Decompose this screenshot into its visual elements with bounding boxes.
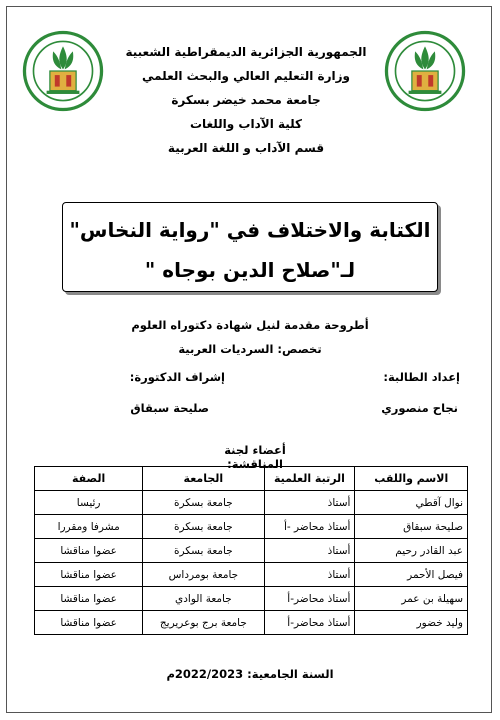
university-name: جامعة محمد خيضر بسكرة bbox=[171, 93, 321, 107]
header-role: الصفة bbox=[35, 467, 143, 491]
member-name: نوال آقطي bbox=[355, 491, 468, 515]
member-rank: أستاذ محاضر-أ bbox=[264, 611, 355, 635]
member-role: عضوا مناقشا bbox=[35, 539, 143, 563]
academic-year: السنة الجامعية: 2022/2023م bbox=[166, 667, 334, 681]
header-rank: الرتبة العلمية bbox=[264, 467, 355, 491]
table-row bbox=[35, 563, 468, 587]
supervisor-name: صليحة سبقاق bbox=[130, 401, 209, 415]
institution-header bbox=[110, 40, 382, 160]
table-row bbox=[35, 515, 468, 539]
member-rank: أستاذ bbox=[264, 563, 355, 587]
member-role: عضوا مناقشا bbox=[35, 563, 143, 587]
thesis-title-line2: لـ"صلاح الدين بوجاه " bbox=[144, 258, 356, 282]
member-rank: أستاذ bbox=[264, 491, 355, 515]
republic-name: الجمهورية الجزائرية الديمقراطية الشعبية bbox=[125, 45, 367, 59]
member-university: جامعة بسكرة bbox=[143, 539, 264, 563]
ministry-name: وزارة التعليم العالي والبحث العلمي bbox=[141, 69, 351, 83]
member-university: جامعة بسكرة bbox=[143, 515, 264, 539]
member-name: عبد القادر رحيم bbox=[355, 539, 468, 563]
university-logo-right bbox=[384, 30, 466, 112]
table-row bbox=[35, 491, 468, 515]
supervisor-label: إشراف الدكتورة: bbox=[129, 370, 225, 384]
degree-purpose: أطروحة مقدمة لنيل شهادة دكتوراه العلوم bbox=[131, 318, 369, 332]
member-university: جامعة برج بوعريريج bbox=[143, 611, 264, 635]
member-role: عضوا مناقشا bbox=[35, 611, 143, 635]
member-name: سهيلة بن عمر bbox=[355, 587, 468, 611]
header-name: الاسم واللقب bbox=[355, 467, 468, 491]
member-university: جامعة الوادي bbox=[143, 587, 264, 611]
table-header-row bbox=[35, 467, 468, 491]
committee-title: أعضاء لجنة المناقشة: bbox=[224, 443, 286, 471]
member-name: وليد خضور bbox=[355, 611, 468, 635]
table-row bbox=[35, 611, 468, 635]
department-name: قسم الآداب و اللغة العربية bbox=[167, 141, 325, 155]
student-label: إعداد الطالبة: bbox=[383, 370, 460, 384]
member-university: جامعة بومرداس bbox=[143, 563, 264, 587]
member-rank: أستاذ محاضر -أ bbox=[264, 515, 355, 539]
member-name: صليحة سبقاق bbox=[355, 515, 468, 539]
header-university: الجامعة bbox=[143, 467, 264, 491]
member-university: جامعة بسكرة bbox=[143, 491, 264, 515]
member-rank: أستاذ bbox=[264, 539, 355, 563]
degree-specialty: تخصص: السرديات العربية bbox=[178, 342, 322, 356]
member-role: رئيسا bbox=[35, 491, 143, 515]
committee-table bbox=[34, 466, 468, 635]
member-role: عضوا مناقشا bbox=[35, 587, 143, 611]
faculty-name: كلية الآداب واللغات bbox=[189, 117, 303, 131]
member-role: مشرفا ومقررا bbox=[35, 515, 143, 539]
student-name: نجاح منصوري bbox=[381, 401, 458, 415]
thesis-title-line1: الكتابة والاختلاف في "رواية النخاس" bbox=[69, 218, 431, 242]
table-row bbox=[35, 539, 468, 563]
member-name: فيصل الأحمر bbox=[355, 563, 468, 587]
member-rank: أستاذ محاضر-أ bbox=[264, 587, 355, 611]
thesis-title-box bbox=[62, 202, 438, 292]
university-logo-left bbox=[22, 30, 104, 112]
table-row bbox=[35, 587, 468, 611]
